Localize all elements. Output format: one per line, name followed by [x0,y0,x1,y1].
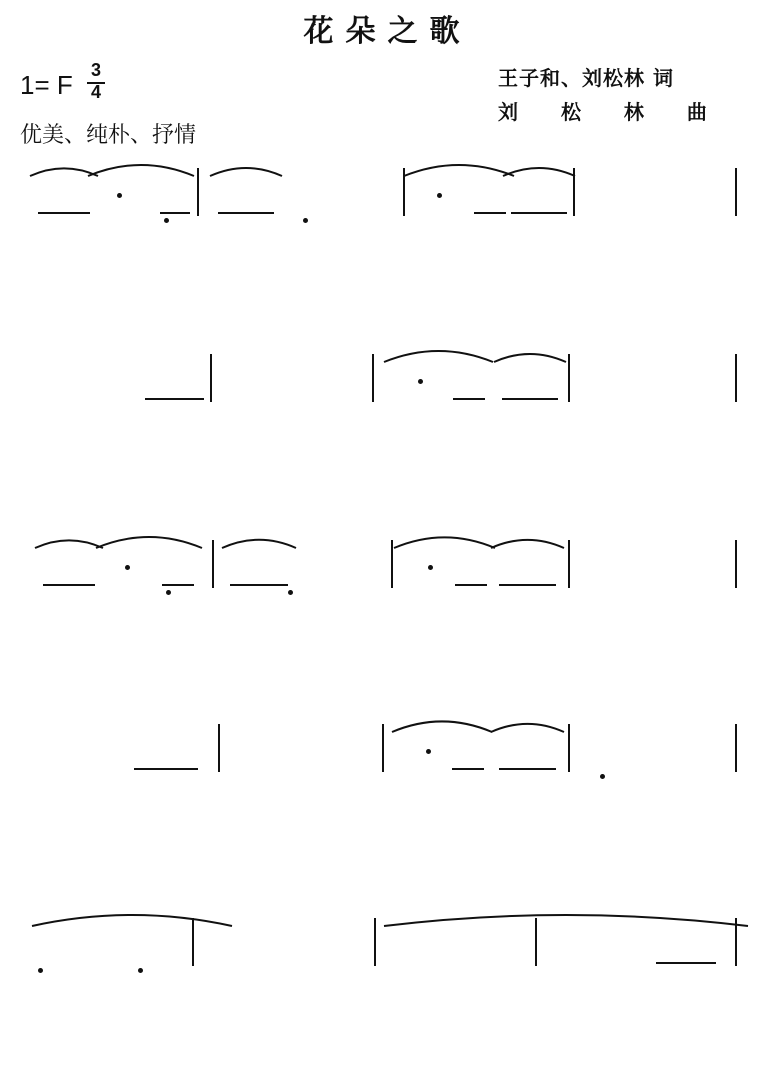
slur-arc [394,537,495,548]
slur-arc [392,721,492,732]
slur-arc [88,165,194,176]
key-signature: 1= F [20,70,73,100]
slur-arc [222,540,296,548]
slur-arc [35,540,103,548]
slur-arc [491,724,564,732]
time-numerator: 3 [90,60,101,80]
slur-arc [491,540,564,548]
lyricist-credit: 王子和、刘松林 词 [498,66,674,90]
slur-arc [384,351,493,362]
composer-credit: 刘 松 林 曲 [498,100,725,124]
slur-arc [96,537,202,548]
slur-arc [384,915,748,926]
slur-arc [404,165,514,176]
slur-arc [503,168,575,176]
slur-arc [30,168,98,176]
mood-marking: 优美、纯朴、抒情 [20,123,197,148]
slur-arc [32,915,232,926]
slur-arc [210,168,282,176]
slur-arc [494,354,566,362]
song-title: 花朵之歌 [303,14,472,49]
time-denominator: 4 [90,82,101,102]
